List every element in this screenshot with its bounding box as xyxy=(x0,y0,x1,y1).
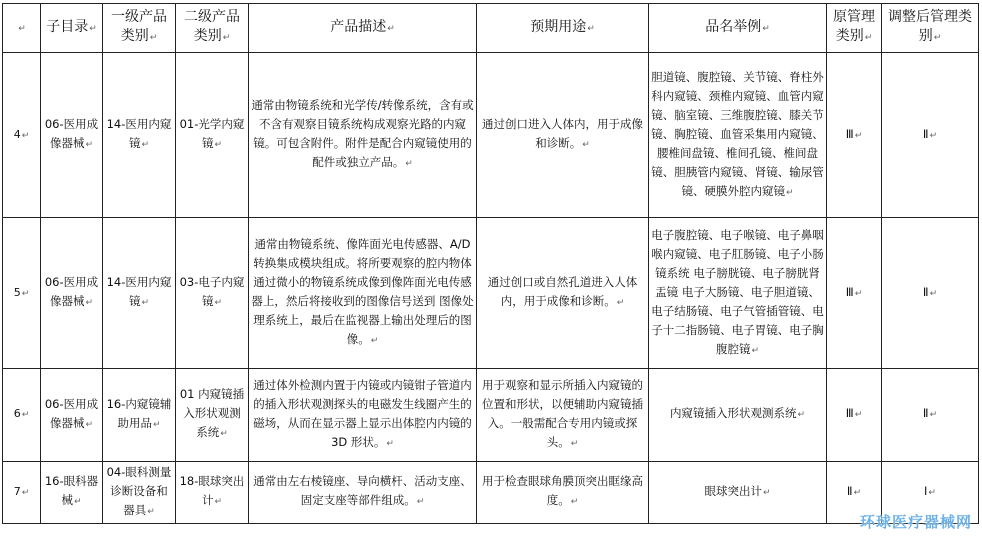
table-row xyxy=(3,53,979,218)
adjusted-class-cell: Ⅱ↵ xyxy=(882,53,979,218)
product-examples-cell: 眼球突出计↵ xyxy=(649,461,827,523)
product-examples-cell: 胆道镜、腹腔镜、关节镜、脊柱外科内窥镜、颈椎内窥镜、血管内窥镜、脑室镜、三维腹腔镜、膝关节镜、胸腔镜、血管采集用内窥镜、腰椎间盘镜、椎间孔镜、椎间盘镜、胆胰管内窥镜、肾镜、输尿管镜、硬膜外腔内窥镜↵ xyxy=(649,53,827,218)
intended-use-cell: 通过创口进入人体内，用于成像和诊断。↵ xyxy=(477,53,649,218)
description-cell: 通过体外检测内置于内镜或内镜钳子管道内的插入形状观测探头的电磁发生线圈产生的磁场，从而在显示器上显示出体腔内内镜的 3D 形状。↵ xyxy=(249,368,477,461)
original-class-cell: Ⅲ↵ xyxy=(827,218,882,368)
table-row xyxy=(3,218,979,368)
description-cell: 通常由物镜系统、像阵面光电传感器、A/D转换集成模块组成。将所要观察的腔内物体通过微小的物镜系统成像到像阵面光电传感器上，然后将接收到的图像信号送到 图像处理系统上，最后在监视器上输出处理后的图像。↵ xyxy=(249,218,477,368)
watermark: 环球医疗器械网 xyxy=(859,513,972,531)
intended-use-cell: 通过创口或自然孔道进入人体内，用于成像和诊断。↵ xyxy=(477,218,649,368)
category1-cell: 14-医用内窥镜↵ xyxy=(103,218,176,368)
category2-cell: 18-眼球突出计↵ xyxy=(176,461,249,523)
subcatalog-cell: 16-眼科器械↵ xyxy=(41,461,103,523)
header-cell: 子目录↵ xyxy=(41,4,103,53)
subcatalog-cell: 06-医用成像器械↵ xyxy=(41,53,103,218)
row-number: 5↵ xyxy=(3,218,41,368)
category2-cell: 03-电子内窥镜↵ xyxy=(176,218,249,368)
description-cell: 通常由物镜系统和光学传/转像系统，含有或不含有观察目镜系统构成观察光路的内窥镜。可包含附件。附件是配合内窥镜使用的配件或独立产品。↵ xyxy=(249,53,477,218)
intended-use-cell: 用于检查眼球角膜顶突出眶缘高度。↵ xyxy=(477,461,649,523)
header-cell: 原管理类别↵ xyxy=(827,4,882,53)
header-cell: 产品描述↵ xyxy=(249,4,477,53)
description-cell: 通常由左右棱镜座、导向横杆、活动支座、固定支座等部件组成。↵ xyxy=(249,461,477,523)
category2-cell: 01-光学内窥镜↵ xyxy=(176,53,249,218)
subcatalog-cell: 06-医用成像器械↵ xyxy=(41,368,103,461)
category2-cell: 01 内窥镜插入形状观测系统↵ xyxy=(176,368,249,461)
intended-use-cell: 用于观察和显示所插入内窥镜的位置和形状，以便辅助内窥镜插入。一般需配合专用内镜或探头。↵ xyxy=(477,368,649,461)
catalog-table xyxy=(2,3,979,524)
category1-cell: 04-眼科测量诊断设备和器具↵ xyxy=(103,461,176,523)
header-cell: 一级产品类别↵ xyxy=(103,4,176,53)
adjusted-class-cell: Ⅱ↵ xyxy=(882,218,979,368)
row-number: 4↵ xyxy=(3,53,41,218)
header-cell: 二级产品类别↵ xyxy=(176,4,249,53)
original-class-cell: Ⅱ↵ xyxy=(827,461,882,523)
original-class-cell: Ⅲ↵ xyxy=(827,368,882,461)
adjusted-class-cell: Ⅰ↵ xyxy=(882,461,979,523)
table-row xyxy=(3,368,979,461)
adjusted-class-cell: Ⅱ↵ xyxy=(882,368,979,461)
category1-cell: 16-内窥镜辅助用品↵ xyxy=(103,368,176,461)
product-examples-cell: 电子腹腔镜、电子喉镜、电子鼻咽喉内窥镜、电子肛肠镜、电子小肠镜系统 电子膀胱镜、电子膀胱肾盂镜 电子大肠镜、电子胆道镜、电子结肠镜、电子气管插管镜、电子十二指肠镜、电子胃镜、电子胸腹腔镜↵ xyxy=(649,218,827,368)
header-row xyxy=(3,4,979,53)
table-row xyxy=(3,461,979,523)
subcatalog-cell: 06-医用成像器械↵ xyxy=(41,218,103,368)
row-number: 6↵ xyxy=(3,368,41,461)
row-number: 7↵ xyxy=(3,461,41,523)
category1-cell: 14-医用内窥镜↵ xyxy=(103,53,176,218)
header-cell: ↵ xyxy=(3,4,41,53)
product-examples-cell: 内窥镜插入形状观测系统↵ xyxy=(649,368,827,461)
header-cell: 品名举例↵ xyxy=(649,4,827,53)
header-cell: 调整后管理类别↵ xyxy=(882,4,979,53)
header-cell: 预期用途↵ xyxy=(477,4,649,53)
original-class-cell: Ⅲ↵ xyxy=(827,53,882,218)
